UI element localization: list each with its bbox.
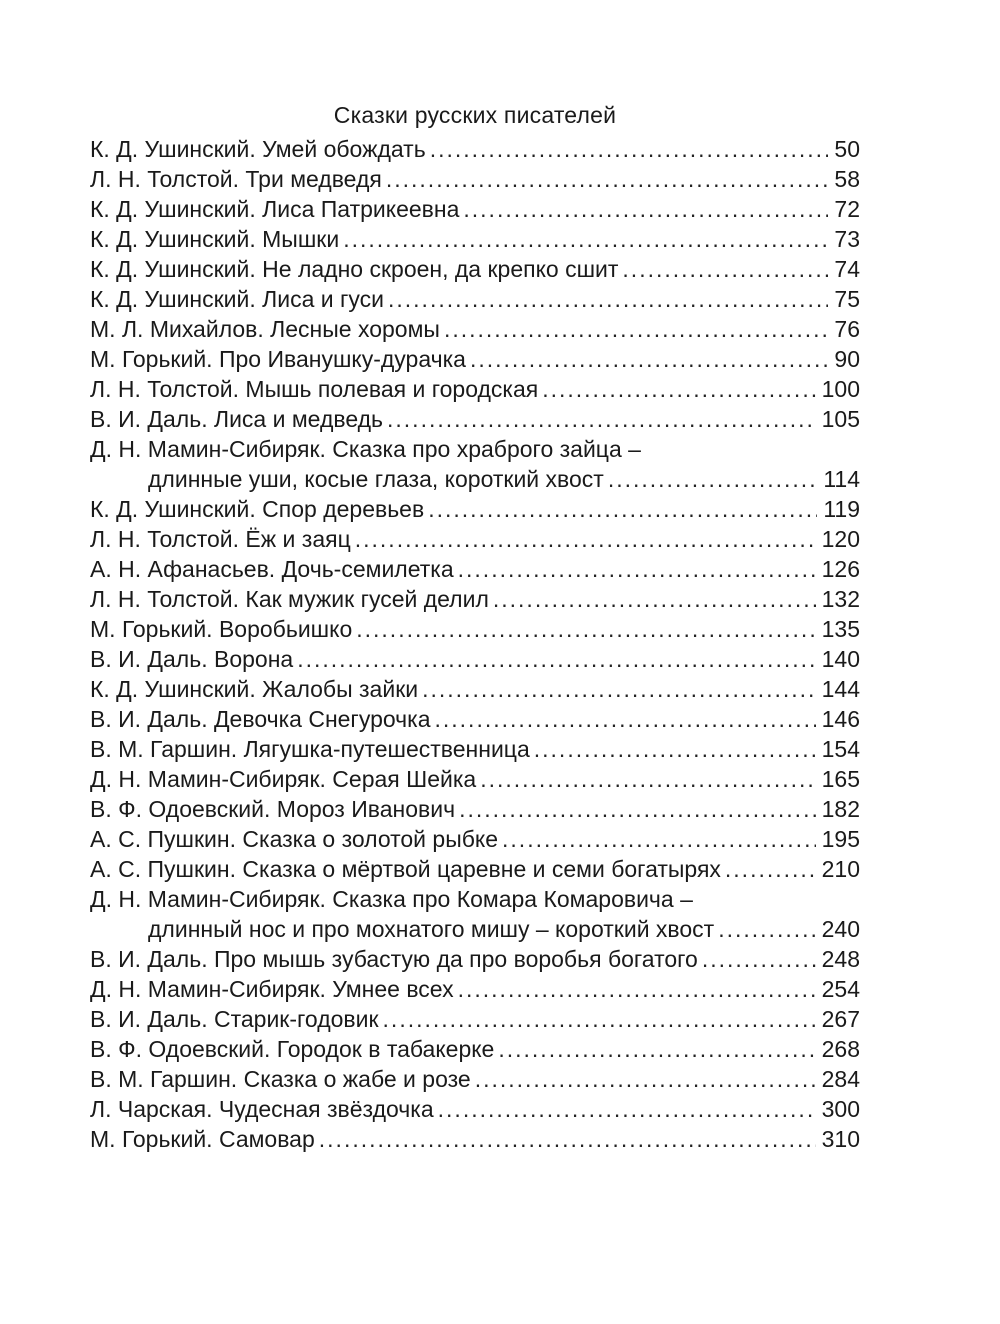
dot-leader bbox=[319, 1124, 816, 1154]
toc-entry bbox=[90, 734, 860, 764]
page-number: 126 bbox=[821, 556, 860, 582]
dot-leader bbox=[493, 584, 816, 614]
dot-leader bbox=[725, 854, 816, 884]
toc-entry bbox=[90, 254, 860, 284]
page-number: 76 bbox=[834, 316, 860, 342]
dot-leader bbox=[718, 914, 815, 944]
toc-entry-title: Д. Н. Мамин-Сибиряк. Сказка про храброго зайца – bbox=[90, 436, 641, 462]
dot-leader bbox=[444, 314, 828, 344]
toc-entry bbox=[90, 824, 860, 854]
dot-leader bbox=[356, 614, 815, 644]
toc-entry bbox=[90, 314, 860, 344]
toc-entry-title: В. И. Даль. Девочка Снегурочка bbox=[90, 706, 431, 732]
toc-entry bbox=[90, 704, 860, 734]
page-number: 300 bbox=[821, 1096, 860, 1122]
toc-entry-title: А. Н. Афанасьев. Дочь-семилетка bbox=[90, 556, 454, 582]
toc-entry bbox=[90, 794, 860, 824]
toc-entry bbox=[90, 404, 860, 434]
toc-entry bbox=[90, 764, 860, 794]
dot-leader bbox=[297, 644, 815, 674]
toc-entry-title: В. И. Даль. Про мышь зубастую да про воробья богатого bbox=[90, 946, 698, 972]
toc-entry-title: В. Ф. Одоевский. Городок в табакерке bbox=[90, 1036, 495, 1062]
toc-entry bbox=[90, 884, 860, 944]
page-number: 132 bbox=[821, 586, 860, 612]
toc-entry-title: Д. Н. Мамин-Сибиряк. Сказка про Комара Комаровича – bbox=[90, 886, 693, 912]
page-number: 165 bbox=[821, 766, 860, 792]
toc-entry bbox=[90, 374, 860, 404]
dot-leader bbox=[388, 284, 828, 314]
toc-entry-title-continued: длинные уши, косые глаза, короткий хвост bbox=[148, 466, 604, 492]
dot-leader bbox=[343, 224, 828, 254]
page-number: 254 bbox=[821, 976, 860, 1002]
page-number: 240 bbox=[821, 916, 860, 942]
dot-leader bbox=[383, 1004, 816, 1034]
page-number: 140 bbox=[821, 646, 860, 672]
page-number: 195 bbox=[821, 826, 860, 852]
toc-entry bbox=[90, 974, 860, 1004]
toc-entry-title: К. Д. Ушинский. Спор деревьев bbox=[90, 496, 425, 522]
toc-entry-title: А. С. Пушкин. Сказка о мёртвой царевне и семи богатырях bbox=[90, 856, 721, 882]
page-number: 73 bbox=[834, 226, 860, 252]
page-number: 135 bbox=[821, 616, 860, 642]
toc-entry bbox=[90, 854, 860, 884]
toc-entry bbox=[90, 284, 860, 314]
page-number: 182 bbox=[821, 796, 860, 822]
toc-entry bbox=[90, 674, 860, 704]
toc-entry bbox=[90, 434, 860, 494]
toc-entry-title-continued: длинный нос и про мохнатого мишу – короткий хвост bbox=[148, 916, 715, 942]
dot-leader bbox=[438, 1094, 816, 1124]
toc-entry-title: К. Д. Ушинский. Лиса Патрикеевна bbox=[90, 196, 460, 222]
dot-leader bbox=[422, 674, 816, 704]
toc-entry bbox=[90, 1094, 860, 1124]
dot-leader bbox=[622, 254, 828, 284]
toc-entry-title: К. Д. Ушинский. Не ладно скроен, да крепко сшит bbox=[90, 256, 619, 282]
page-number: 284 bbox=[821, 1066, 860, 1092]
page-number: 72 bbox=[834, 196, 860, 222]
toc-entry bbox=[90, 1004, 860, 1034]
dot-leader bbox=[534, 734, 816, 764]
toc-entry-title: Л. Н. Толстой. Как мужик гусей делил bbox=[90, 586, 489, 612]
page-number: 114 bbox=[823, 466, 860, 492]
page-number: 74 bbox=[834, 256, 860, 282]
toc-entry bbox=[90, 554, 860, 584]
toc-entry-title: В. М. Гаршин. Сказка о жабе и розе bbox=[90, 1066, 471, 1092]
dot-leader bbox=[387, 404, 816, 434]
page-number: 210 bbox=[821, 856, 860, 882]
toc-entry-title: В. Ф. Одоевский. Мороз Иванович bbox=[90, 796, 456, 822]
toc-entry bbox=[90, 194, 860, 224]
toc-entry-title: М. Горький. Про Иванушку-дурачка bbox=[90, 346, 466, 372]
page-number: 75 bbox=[834, 286, 860, 312]
page-number: 58 bbox=[834, 166, 860, 192]
toc-entry-title: Д. Н. Мамин-Сибиряк. Умнее всех bbox=[90, 976, 454, 1002]
dot-leader bbox=[475, 1064, 816, 1094]
dot-leader bbox=[355, 524, 816, 554]
toc-entry bbox=[90, 944, 860, 974]
toc-entry-title: Л. Н. Толстой. Три медведя bbox=[90, 166, 382, 192]
toc-entry-title: Л. Н. Толстой. Мышь полевая и городская bbox=[90, 376, 539, 402]
page-number: 100 bbox=[821, 376, 860, 402]
page-number: 105 bbox=[821, 406, 860, 432]
page-number: 146 bbox=[821, 706, 860, 732]
toc-entry-title: Л. Чарская. Чудесная звёздочка bbox=[90, 1096, 434, 1122]
dot-leader bbox=[702, 944, 816, 974]
page-number: 120 bbox=[821, 526, 860, 552]
toc-entry-title: М. Л. Михайлов. Лесные хоромы bbox=[90, 316, 440, 342]
dot-leader bbox=[480, 764, 815, 794]
page-number: 268 bbox=[821, 1036, 860, 1062]
toc-entry-title: В. И. Даль. Лиса и медведь bbox=[90, 406, 384, 432]
page-number: 154 bbox=[821, 736, 860, 762]
dot-leader bbox=[430, 134, 829, 164]
toc-entry bbox=[90, 344, 860, 374]
page-number: 119 bbox=[823, 496, 860, 522]
toc-entry bbox=[90, 494, 860, 524]
toc-entry bbox=[90, 644, 860, 674]
table-of-contents-page bbox=[90, 100, 860, 1154]
page-number: 144 bbox=[821, 676, 860, 702]
toc-entry bbox=[90, 584, 860, 614]
toc-entry bbox=[90, 134, 860, 164]
dot-leader bbox=[608, 464, 818, 494]
toc-entry-title: А. С. Пушкин. Сказка о золотой рыбке bbox=[90, 826, 499, 852]
toc-entry bbox=[90, 524, 860, 554]
toc-entry-title: К. Д. Ушинский. Жалобы зайки bbox=[90, 676, 419, 702]
toc-entry-title: К. Д. Ушинский. Мышки bbox=[90, 226, 340, 252]
toc-list bbox=[90, 134, 860, 1154]
page-number: 90 bbox=[834, 346, 860, 372]
dot-leader bbox=[498, 1034, 815, 1064]
toc-entry-title: В. И. Даль. Ворона bbox=[90, 646, 294, 672]
toc-entry bbox=[90, 224, 860, 254]
toc-entry bbox=[90, 164, 860, 194]
page-number: 267 bbox=[821, 1006, 860, 1032]
toc-entry bbox=[90, 1064, 860, 1094]
toc-entry-title: М. Горький. Воробьишко bbox=[90, 616, 353, 642]
page-number: 50 bbox=[834, 136, 860, 162]
toc-entry bbox=[90, 1124, 860, 1154]
section-title: Сказки русских писателей bbox=[333, 102, 617, 128]
toc-entry-title: Д. Н. Мамин-Сибиряк. Серая Шейка bbox=[90, 766, 477, 792]
toc-entry-title: К. Д. Ушинский. Лиса и гуси bbox=[90, 286, 384, 312]
toc-entry-title: К. Д. Ушинский. Умей обождать bbox=[90, 136, 426, 162]
toc-entry bbox=[90, 614, 860, 644]
page-number: 248 bbox=[821, 946, 860, 972]
toc-entry-title: В. И. Даль. Старик-годовик bbox=[90, 1006, 379, 1032]
dot-leader bbox=[502, 824, 816, 854]
dot-leader bbox=[386, 164, 829, 194]
toc-entry-title: М. Горький. Самовар bbox=[90, 1126, 315, 1152]
dot-leader bbox=[458, 974, 816, 1004]
toc-entry-title: В. М. Гаршин. Лягушка-путешественница bbox=[90, 736, 530, 762]
dot-leader bbox=[428, 494, 817, 524]
dot-leader bbox=[435, 704, 816, 734]
dot-leader bbox=[542, 374, 815, 404]
dot-leader bbox=[458, 554, 816, 584]
dot-leader bbox=[459, 794, 816, 824]
dot-leader bbox=[470, 344, 828, 374]
dot-leader bbox=[463, 194, 828, 224]
toc-entry-title: Л. Н. Толстой. Ёж и заяц bbox=[90, 526, 351, 552]
toc-entry bbox=[90, 1034, 860, 1064]
page-number: 310 bbox=[821, 1126, 860, 1152]
